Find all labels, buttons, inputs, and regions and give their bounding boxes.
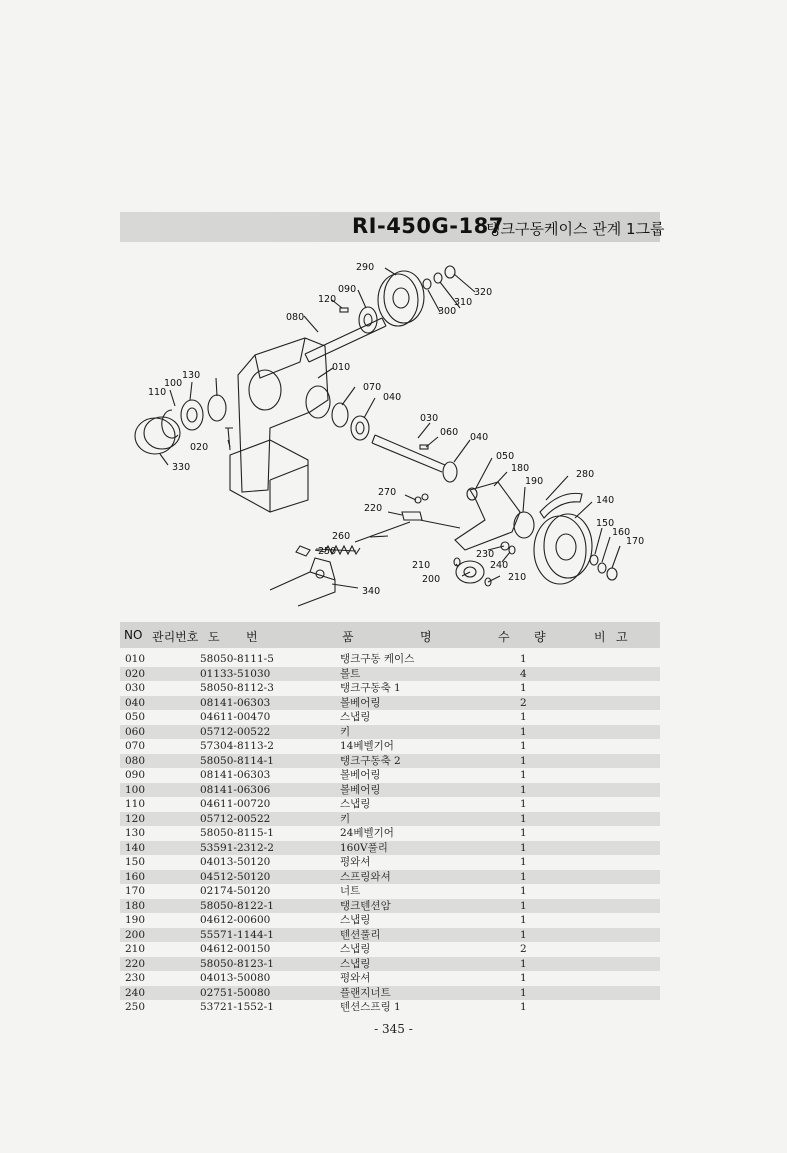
- callout-300: 300: [438, 306, 457, 317]
- callout-180: 180: [511, 463, 530, 474]
- callout-120: 120: [318, 294, 337, 305]
- washer-150: [590, 555, 598, 565]
- bearing-100: [181, 400, 203, 430]
- callout-140: 140: [596, 495, 615, 506]
- rod-260: [355, 522, 410, 542]
- callout-040-b: 040: [470, 432, 489, 443]
- exploded-parts-diagram: [120, 250, 660, 610]
- callout-260: 260: [332, 531, 351, 542]
- table-row: 150 04013-50120 평와셔 1: [125, 856, 527, 868]
- table-row: 080 58050-8114-1 탱크구동축 2 1: [120, 754, 660, 769]
- header-qty-2: 량: [534, 630, 546, 644]
- pulley-140: [534, 516, 586, 584]
- callout-190: 190: [525, 476, 544, 487]
- table-row: 220 58050-8123-1 스냅링 1: [120, 957, 660, 972]
- header-name-2: 명: [420, 630, 432, 644]
- case-010: [238, 338, 328, 492]
- callout-340: 340: [362, 586, 381, 597]
- table-row: 130 58050-8115-1 24베벨기어 1: [125, 827, 527, 839]
- table-row: 190 04612-00600 스냅링 1: [125, 914, 527, 926]
- table-row: 050 04611-00470 스냅링 1: [125, 711, 527, 723]
- table-row: 110 04611-00720 스냅링 1: [125, 798, 527, 810]
- callout-220: 220: [364, 503, 383, 514]
- callout-280: 280: [576, 469, 595, 480]
- callout-060: 060: [440, 427, 459, 438]
- callout-030: 030: [420, 413, 439, 424]
- header-name-1: 품: [342, 630, 354, 644]
- group-title: 탱크구동케이스 관계 1그룹: [486, 220, 665, 238]
- bearing-040-b: [443, 462, 457, 482]
- callout-090: 090: [338, 284, 357, 295]
- part-220: [402, 512, 422, 520]
- callout-110: 110: [148, 387, 167, 398]
- header-mgmt-number: 관리번호: [152, 630, 199, 644]
- callout-210-a: 210: [412, 560, 431, 571]
- snap-ring-190: [514, 512, 534, 538]
- callout-020: 020: [190, 442, 209, 453]
- header-no: NO: [124, 628, 143, 642]
- callout-320: 320: [474, 287, 493, 298]
- callout-160: 160: [612, 527, 631, 538]
- header-drawing-2: 번: [246, 630, 258, 644]
- table-row: 230 04013-50080 평와셔 1: [125, 972, 527, 984]
- key-120: [340, 308, 348, 312]
- header-remarks-2: 고: [616, 630, 628, 644]
- diagram-svg: [120, 250, 660, 610]
- table-row: 170 02174-50120 너트 1: [125, 885, 527, 897]
- callout-290: 290: [356, 262, 375, 273]
- table-row: 100 08141-06306 볼베어링 1: [120, 783, 660, 798]
- callout-240: 240: [490, 560, 509, 571]
- gear-130: [208, 395, 226, 421]
- table-row: 180 58050-8122-1 탱크텐션암 1: [120, 899, 660, 914]
- callout-170: 170: [626, 536, 645, 547]
- callout-270: 270: [378, 487, 397, 498]
- washer-300: [423, 279, 431, 289]
- table-row: 010 58050-8111-5 탱크구동 케이스 1: [125, 653, 527, 665]
- table-row: 020 01133-51030 볼트 4: [120, 667, 660, 682]
- bevel-gear-070: [332, 403, 348, 427]
- callout-070: 070: [363, 382, 382, 393]
- table-row: 250 53721-1552-1 텐션스프링 1 1: [125, 1001, 527, 1013]
- bearing-040: [351, 416, 369, 440]
- callout-080: 080: [286, 312, 305, 323]
- callout-330: 330: [172, 462, 191, 473]
- bracket-340: [270, 572, 335, 606]
- bearing-090: [359, 307, 377, 333]
- table-row: 070 57304-8113-2 14베벨기어 1: [125, 740, 527, 752]
- washer-310: [434, 273, 442, 283]
- header-drawing-1: 도: [208, 630, 220, 644]
- callout-250: 250: [318, 546, 337, 557]
- callout-200: 200: [422, 574, 441, 585]
- table-row: 030 58050-8112-3 탱크구동축 1 1: [125, 682, 527, 694]
- table-row: 140 53591-2312-2 160V풀리 1: [120, 841, 660, 856]
- callout-010: 010: [332, 362, 351, 373]
- spring-washer-160: [598, 563, 606, 573]
- header-qty-1: 수: [498, 630, 510, 644]
- table-row: 240 02751-50080 플랜지너트 1: [120, 986, 660, 1001]
- callout-130: 130: [182, 370, 201, 381]
- table-row: 200 55571-1144-1 텐션풀리 1: [120, 928, 660, 943]
- nut-320: [445, 266, 455, 278]
- table-row: 160 04512-50120 스프링와셔 1: [120, 870, 660, 885]
- callout-310: 310: [454, 297, 473, 308]
- page-number: - 345 -: [374, 1022, 413, 1036]
- table-row: 060 05712-00522 키 1: [120, 725, 660, 740]
- header-remarks-1: 비: [594, 630, 606, 644]
- callout-040-a: 040: [383, 392, 402, 403]
- cover-280: [540, 493, 582, 518]
- nut-170: [607, 568, 617, 580]
- model-number: RI-450G-187: [352, 214, 504, 238]
- parts-table: [120, 652, 660, 1015]
- callout-150: 150: [596, 518, 615, 529]
- callout-100: 100: [164, 378, 183, 389]
- tension-arm-180: [455, 482, 520, 550]
- bolt-020: [225, 428, 233, 450]
- table-row: 090 08141-06303 볼베어링 1: [125, 769, 527, 781]
- table-header-bar: [120, 622, 660, 648]
- table-row: 120 05712-00522 키 1: [120, 812, 660, 827]
- table-row: 040 08141-06303 볼베어링 2: [120, 696, 660, 711]
- callout-210-b: 210: [508, 572, 527, 583]
- callout-230: 230: [476, 549, 495, 560]
- callout-050: 050: [496, 451, 515, 462]
- shaft-080: [305, 318, 386, 362]
- table-row: 210 04612-00150 스냅링 2: [125, 943, 527, 955]
- cover-330: [135, 418, 175, 454]
